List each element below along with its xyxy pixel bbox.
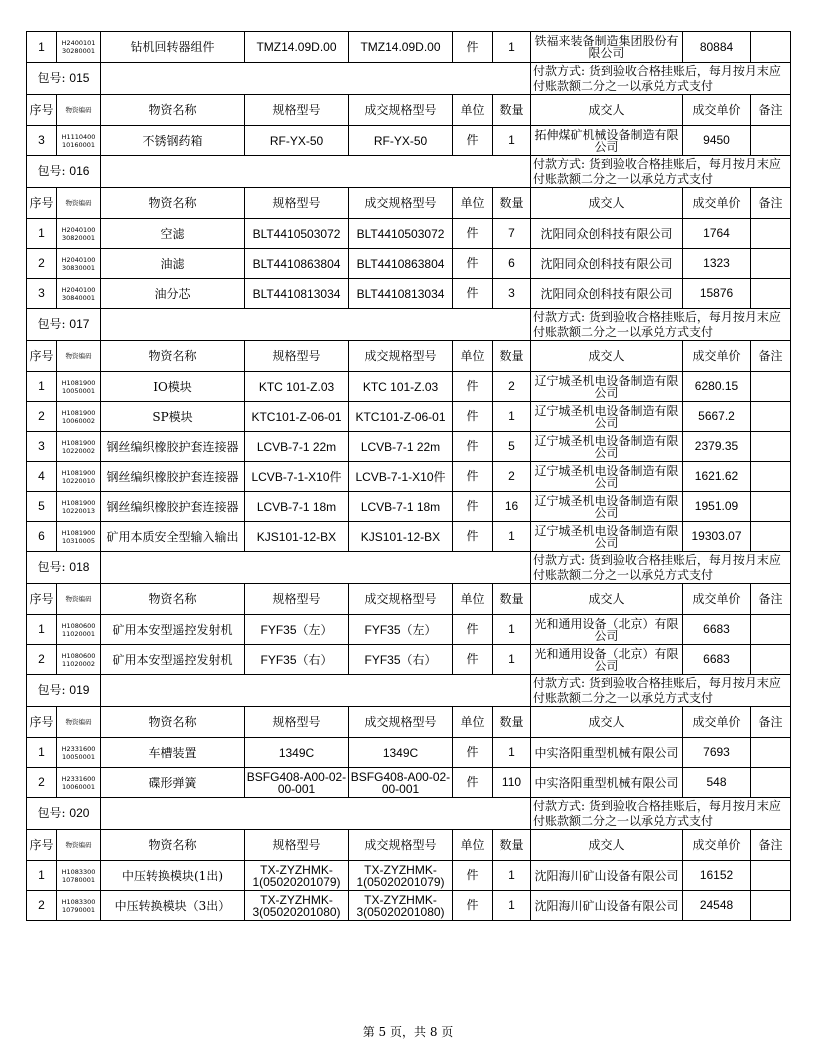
header-code: 物资编码 — [57, 830, 101, 861]
package-id: 018 — [69, 560, 90, 574]
price-cell: 9450 — [683, 126, 751, 156]
material-name-cell: 车槽装置 — [101, 738, 245, 768]
deal-spec-cell: TX-ZYZHMK-3(05020201080) — [349, 891, 453, 921]
package-blank-cell — [101, 675, 531, 707]
material-code-cell: H1081900 10050001 — [57, 372, 101, 402]
vendor-cell: 沈阳同众创科技有限公司 — [531, 249, 683, 279]
material-code-cell: H1110400 10160001 — [57, 126, 101, 156]
remark-cell — [751, 126, 791, 156]
unit-cell: 件 — [453, 126, 493, 156]
spec-cell: BLT4410863804 — [245, 249, 349, 279]
price-cell: 24548 — [683, 891, 751, 921]
spec-cell: KTC101-Z-06-01 — [245, 402, 349, 432]
package-blank-cell — [101, 156, 531, 188]
payment-terms: 付款方式: 货到验收合格挂账后，每月按月末应付账款额二分之一以承兑方式支付 — [531, 552, 791, 584]
header-remark: 备注 — [751, 830, 791, 861]
header-vendor: 成交人 — [531, 584, 683, 615]
seq-cell: 3 — [27, 279, 57, 309]
remark-cell — [751, 861, 791, 891]
package-blank-cell — [101, 798, 531, 830]
header-deal-spec: 成交规格型号 — [349, 707, 453, 738]
seq-cell: 1 — [27, 219, 57, 249]
package-id-cell — [27, 156, 101, 188]
table-row — [27, 522, 791, 552]
header-deal-spec: 成交规格型号 — [349, 95, 453, 126]
header-vendor: 成交人 — [531, 95, 683, 126]
material-name-cell: 中压转换模块(1出) — [101, 861, 245, 891]
remark-cell — [751, 372, 791, 402]
header-vendor: 成交人 — [531, 707, 683, 738]
header-remark: 备注 — [751, 707, 791, 738]
spec-cell: LCVB-7-1-X10件 — [245, 462, 349, 492]
price-cell: 6683 — [683, 615, 751, 645]
unit-cell: 件 — [453, 738, 493, 768]
unit-cell: 件 — [453, 372, 493, 402]
header-price: 成交单价 — [683, 341, 751, 372]
header-seq: 序号 — [27, 707, 57, 738]
package-id: 015 — [69, 71, 90, 85]
qty-cell: 5 — [493, 432, 531, 462]
qty-cell: 1 — [493, 645, 531, 675]
header-deal-spec: 成交规格型号 — [349, 830, 453, 861]
price-cell: 6683 — [683, 645, 751, 675]
package-id: 019 — [69, 683, 90, 697]
material-name-cell: SP模块 — [101, 402, 245, 432]
unit-cell: 件 — [453, 645, 493, 675]
header-qty: 数量 — [493, 707, 531, 738]
price-cell: 80884 — [683, 32, 751, 63]
package-id-cell — [27, 552, 101, 584]
header-deal-spec: 成交规格型号 — [349, 188, 453, 219]
package-id: 016 — [69, 164, 90, 178]
deal-spec-cell: TMZ14.09D.00 — [349, 32, 453, 63]
package-id: 017 — [69, 317, 90, 331]
header-qty: 数量 — [493, 341, 531, 372]
qty-cell: 3 — [493, 279, 531, 309]
qty-cell: 1 — [493, 861, 531, 891]
qty-cell: 2 — [493, 462, 531, 492]
price-cell: 16152 — [683, 861, 751, 891]
material-code-cell: H2400101 30280001 — [57, 32, 101, 63]
spec-cell: KTC 101-Z.03 — [245, 372, 349, 402]
table-row — [27, 615, 791, 645]
header-qty: 数量 — [493, 95, 531, 126]
header-name: 物资名称 — [101, 830, 245, 861]
package-label: 包号: — [37, 317, 66, 331]
remark-cell — [751, 738, 791, 768]
price-cell: 1764 — [683, 219, 751, 249]
header-name: 物资名称 — [101, 707, 245, 738]
material-code-cell: H1083300 10790001 — [57, 891, 101, 921]
remark-cell — [751, 279, 791, 309]
spec-cell: TMZ14.09D.00 — [245, 32, 349, 63]
payment-terms: 付款方式: 货到验收合格挂账后，每月按月末应付账款额二分之一以承兑方式支付 — [531, 63, 791, 95]
payment-terms: 付款方式: 货到验收合格挂账后，每月按月末应付账款额二分之一以承兑方式支付 — [531, 798, 791, 830]
seq-cell: 1 — [27, 738, 57, 768]
vendor-cell: 中实洛阳重型机械有限公司 — [531, 768, 683, 798]
header-price: 成交单价 — [683, 584, 751, 615]
package-blank-cell — [101, 552, 531, 584]
seq-cell: 2 — [27, 402, 57, 432]
table-row — [27, 372, 791, 402]
package-blank-cell — [101, 63, 531, 95]
header-row — [27, 341, 791, 372]
package-row — [27, 309, 791, 341]
package-label: 包号: — [37, 71, 66, 85]
unit-cell: 件 — [453, 279, 493, 309]
material-code-cell: H1081900 10220002 — [57, 432, 101, 462]
table-row — [27, 462, 791, 492]
payment-terms: 付款方式: 货到验收合格挂账后，每月按月末应付账款额二分之一以承兑方式支付 — [531, 156, 791, 188]
qty-cell: 1 — [493, 402, 531, 432]
header-qty: 数量 — [493, 830, 531, 861]
header-vendor: 成交人 — [531, 830, 683, 861]
qty-cell: 1 — [493, 891, 531, 921]
table-row — [27, 492, 791, 522]
header-price: 成交单价 — [683, 188, 751, 219]
deal-spec-cell: KJS101-12-BX — [349, 522, 453, 552]
deal-spec-cell: FYF35（右） — [349, 645, 453, 675]
material-name-cell: 钢丝编织橡胶护套连接器 — [101, 432, 245, 462]
header-unit: 单位 — [453, 830, 493, 861]
material-code-cell: H2331600 10060001 — [57, 768, 101, 798]
spec-cell: LCVB-7-1 22m — [245, 432, 349, 462]
price-cell: 1951.09 — [683, 492, 751, 522]
qty-cell: 1 — [493, 126, 531, 156]
vendor-cell: 辽宁城圣机电设备制造有限公司 — [531, 522, 683, 552]
remark-cell — [751, 219, 791, 249]
qty-cell: 1 — [493, 738, 531, 768]
remark-cell — [751, 462, 791, 492]
remark-cell — [751, 768, 791, 798]
unit-cell: 件 — [453, 32, 493, 63]
header-code: 物资编码 — [57, 707, 101, 738]
seq-cell: 3 — [27, 432, 57, 462]
procurement-results-document — [26, 31, 790, 921]
table-row — [27, 279, 791, 309]
qty-cell: 2 — [493, 372, 531, 402]
remark-cell — [751, 645, 791, 675]
deal-spec-cell: BLT4410813034 — [349, 279, 453, 309]
seq-cell: 2 — [27, 891, 57, 921]
payment-terms: 付款方式: 货到验收合格挂账后，每月按月末应付账款额二分之一以承兑方式支付 — [531, 309, 791, 341]
header-name: 物资名称 — [101, 341, 245, 372]
deal-spec-cell: RF-YX-50 — [349, 126, 453, 156]
material-code-cell: H1081900 10220010 — [57, 462, 101, 492]
header-seq: 序号 — [27, 584, 57, 615]
price-cell: 19303.07 — [683, 522, 751, 552]
unit-cell: 件 — [453, 219, 493, 249]
qty-cell: 7 — [493, 219, 531, 249]
package-label: 包号: — [37, 806, 66, 820]
header-vendor: 成交人 — [531, 341, 683, 372]
header-row — [27, 188, 791, 219]
seq-cell: 1 — [27, 861, 57, 891]
package-row — [27, 552, 791, 584]
deal-spec-cell: 1349C — [349, 738, 453, 768]
seq-cell: 1 — [27, 615, 57, 645]
price-cell: 1323 — [683, 249, 751, 279]
spec-cell: BLT4410503072 — [245, 219, 349, 249]
header-spec: 规格型号 — [245, 341, 349, 372]
package-label: 包号: — [37, 683, 66, 697]
payment-terms: 付款方式: 货到验收合格挂账后，每月按月末应付账款额二分之一以承兑方式支付 — [531, 675, 791, 707]
header-unit: 单位 — [453, 341, 493, 372]
spec-cell: 1349C — [245, 738, 349, 768]
vendor-cell: 辽宁城圣机电设备制造有限公司 — [531, 402, 683, 432]
table-row — [27, 402, 791, 432]
package-id-cell — [27, 798, 101, 830]
table-row — [27, 219, 791, 249]
vendor-cell: 光和通用设备（北京）有限公司 — [531, 645, 683, 675]
price-cell: 7693 — [683, 738, 751, 768]
deal-spec-cell: KTC101-Z-06-01 — [349, 402, 453, 432]
vendor-cell: 中实洛阳重型机械有限公司 — [531, 738, 683, 768]
unit-cell: 件 — [453, 522, 493, 552]
table-row — [27, 891, 791, 921]
header-row — [27, 707, 791, 738]
spec-cell: BSFG408-A00-02-00-001 — [245, 768, 349, 798]
unit-cell: 件 — [453, 492, 493, 522]
material-name-cell: 钢丝编织橡胶护套连接器 — [101, 462, 245, 492]
price-cell: 6280.15 — [683, 372, 751, 402]
header-name: 物资名称 — [101, 188, 245, 219]
deal-spec-cell: BLT4410503072 — [349, 219, 453, 249]
table-row — [27, 32, 791, 63]
remark-cell — [751, 249, 791, 279]
header-seq: 序号 — [27, 188, 57, 219]
vendor-cell: 辽宁城圣机电设备制造有限公司 — [531, 462, 683, 492]
material-code-cell: H1080600 11020002 — [57, 645, 101, 675]
header-seq: 序号 — [27, 341, 57, 372]
header-spec: 规格型号 — [245, 707, 349, 738]
package-id-cell — [27, 309, 101, 341]
material-code-cell: H2040100 30840001 — [57, 279, 101, 309]
header-spec: 规格型号 — [245, 584, 349, 615]
qty-cell: 6 — [493, 249, 531, 279]
price-cell: 548 — [683, 768, 751, 798]
remark-cell — [751, 432, 791, 462]
material-name-cell: 油分芯 — [101, 279, 245, 309]
vendor-cell: 辽宁城圣机电设备制造有限公司 — [531, 432, 683, 462]
header-seq: 序号 — [27, 95, 57, 126]
material-code-cell: H1083300 10780001 — [57, 861, 101, 891]
qty-cell: 1 — [493, 32, 531, 63]
header-deal-spec: 成交规格型号 — [349, 341, 453, 372]
header-unit: 单位 — [453, 95, 493, 126]
unit-cell: 件 — [453, 462, 493, 492]
header-name: 物资名称 — [101, 95, 245, 126]
header-unit: 单位 — [453, 707, 493, 738]
material-code-cell: H2331600 10050001 — [57, 738, 101, 768]
vendor-cell: 铁福来装备制造集团股份有限公司 — [531, 32, 683, 63]
vendor-cell: 沈阳海川矿山设备有限公司 — [531, 891, 683, 921]
unit-cell: 件 — [453, 615, 493, 645]
material-name-cell: IO模块 — [101, 372, 245, 402]
material-name-cell: 碟形弹簧 — [101, 768, 245, 798]
deal-spec-cell: BLT4410863804 — [349, 249, 453, 279]
package-row — [27, 675, 791, 707]
header-code: 物资编码 — [57, 188, 101, 219]
deal-spec-cell: TX-ZYZHMK-1(05020201079) — [349, 861, 453, 891]
qty-cell: 1 — [493, 522, 531, 552]
header-price: 成交单价 — [683, 95, 751, 126]
qty-cell: 110 — [493, 768, 531, 798]
table-row — [27, 645, 791, 675]
unit-cell: 件 — [453, 891, 493, 921]
spec-cell: LCVB-7-1 18m — [245, 492, 349, 522]
vendor-cell: 辽宁城圣机电设备制造有限公司 — [531, 492, 683, 522]
seq-cell: 6 — [27, 522, 57, 552]
header-code: 物资编码 — [57, 584, 101, 615]
header-remark: 备注 — [751, 188, 791, 219]
remark-cell — [751, 522, 791, 552]
price-cell: 15876 — [683, 279, 751, 309]
header-name: 物资名称 — [101, 584, 245, 615]
deal-spec-cell: KTC 101-Z.03 — [349, 372, 453, 402]
package-label: 包号: — [37, 164, 66, 178]
package-row — [27, 798, 791, 830]
header-deal-spec: 成交规格型号 — [349, 584, 453, 615]
material-name-cell: 油滤 — [101, 249, 245, 279]
qty-cell: 16 — [493, 492, 531, 522]
unit-cell: 件 — [453, 432, 493, 462]
table-row — [27, 738, 791, 768]
package-row — [27, 156, 791, 188]
vendor-cell: 沈阳同众创科技有限公司 — [531, 219, 683, 249]
deal-spec-cell: LCVB-7-1-X10件 — [349, 462, 453, 492]
header-remark: 备注 — [751, 95, 791, 126]
page-footer: 第 5 页，共 8 页 — [362, 1025, 454, 1039]
table-row — [27, 249, 791, 279]
vendor-cell: 拓伸煤矿机械设备制造有限公司 — [531, 126, 683, 156]
vendor-cell: 光和通用设备（北京）有限公司 — [531, 615, 683, 645]
header-unit: 单位 — [453, 584, 493, 615]
spec-cell: KJS101-12-BX — [245, 522, 349, 552]
table-row — [27, 126, 791, 156]
header-price: 成交单价 — [683, 707, 751, 738]
spec-cell: RF-YX-50 — [245, 126, 349, 156]
header-qty: 数量 — [493, 188, 531, 219]
spec-cell: FYF35（右） — [245, 645, 349, 675]
header-spec: 规格型号 — [245, 830, 349, 861]
unit-cell: 件 — [453, 249, 493, 279]
material-code-cell: H2040100 30830001 — [57, 249, 101, 279]
vendor-cell: 沈阳海川矿山设备有限公司 — [531, 861, 683, 891]
material-code-cell: H2040100 30820001 — [57, 219, 101, 249]
header-remark: 备注 — [751, 584, 791, 615]
qty-cell: 1 — [493, 615, 531, 645]
header-vendor: 成交人 — [531, 188, 683, 219]
package-id: 020 — [69, 806, 90, 820]
vendor-cell: 辽宁城圣机电设备制造有限公司 — [531, 372, 683, 402]
material-name-cell: 空滤 — [101, 219, 245, 249]
unit-cell: 件 — [453, 768, 493, 798]
header-spec: 规格型号 — [245, 95, 349, 126]
table-row — [27, 768, 791, 798]
seq-cell: 2 — [27, 249, 57, 279]
table-row — [27, 432, 791, 462]
header-row — [27, 95, 791, 126]
material-name-cell: 矿用本安型遥控发射机 — [101, 645, 245, 675]
header-row — [27, 830, 791, 861]
seq-cell: 2 — [27, 645, 57, 675]
seq-cell: 3 — [27, 126, 57, 156]
header-price: 成交单价 — [683, 830, 751, 861]
material-name-cell: 钻机回转器组件 — [101, 32, 245, 63]
price-cell: 1621.62 — [683, 462, 751, 492]
deal-spec-cell: LCVB-7-1 18m — [349, 492, 453, 522]
material-code-cell: H1080600 11020001 — [57, 615, 101, 645]
material-name-cell: 钢丝编织橡胶护套连接器 — [101, 492, 245, 522]
seq-cell: 2 — [27, 768, 57, 798]
seq-cell: 1 — [27, 32, 57, 63]
material-code-cell: H1081900 10220013 — [57, 492, 101, 522]
spec-cell: TX-ZYZHMK-3(05020201080) — [245, 891, 349, 921]
price-cell: 2379.35 — [683, 432, 751, 462]
deal-spec-cell: BSFG408-A00-02-00-001 — [349, 768, 453, 798]
results-table — [26, 31, 791, 921]
spec-cell: TX-ZYZHMK-1(05020201079) — [245, 861, 349, 891]
vendor-cell: 沈阳同众创科技有限公司 — [531, 279, 683, 309]
header-remark: 备注 — [751, 341, 791, 372]
material-name-cell: 中压转换模块（3出） — [101, 891, 245, 921]
remark-cell — [751, 32, 791, 63]
header-spec: 规格型号 — [245, 188, 349, 219]
header-row — [27, 584, 791, 615]
header-seq: 序号 — [27, 830, 57, 861]
deal-spec-cell: FYF35（左） — [349, 615, 453, 645]
header-unit: 单位 — [453, 188, 493, 219]
remark-cell — [751, 615, 791, 645]
package-id-cell — [27, 63, 101, 95]
package-label: 包号: — [37, 560, 66, 574]
header-code: 物资编码 — [57, 341, 101, 372]
material-name-cell: 矿用本安型遥控发射机 — [101, 615, 245, 645]
material-code-cell: H1081900 10060002 — [57, 402, 101, 432]
spec-cell: FYF35（左） — [245, 615, 349, 645]
material-name-cell: 矿用本质安全型输入输出 — [101, 522, 245, 552]
remark-cell — [751, 492, 791, 522]
material-name-cell: 不锈钢药箱 — [101, 126, 245, 156]
package-id-cell — [27, 675, 101, 707]
price-cell: 5667.2 — [683, 402, 751, 432]
seq-cell: 5 — [27, 492, 57, 522]
package-row — [27, 63, 791, 95]
seq-cell: 4 — [27, 462, 57, 492]
unit-cell: 件 — [453, 402, 493, 432]
table-row — [27, 861, 791, 891]
package-blank-cell — [101, 309, 531, 341]
unit-cell: 件 — [453, 861, 493, 891]
deal-spec-cell: LCVB-7-1 22m — [349, 432, 453, 462]
header-qty: 数量 — [493, 584, 531, 615]
material-code-cell: H1081900 10310005 — [57, 522, 101, 552]
seq-cell: 1 — [27, 372, 57, 402]
spec-cell: BLT4410813034 — [245, 279, 349, 309]
remark-cell — [751, 402, 791, 432]
remark-cell — [751, 891, 791, 921]
header-code: 物资编码 — [57, 95, 101, 126]
